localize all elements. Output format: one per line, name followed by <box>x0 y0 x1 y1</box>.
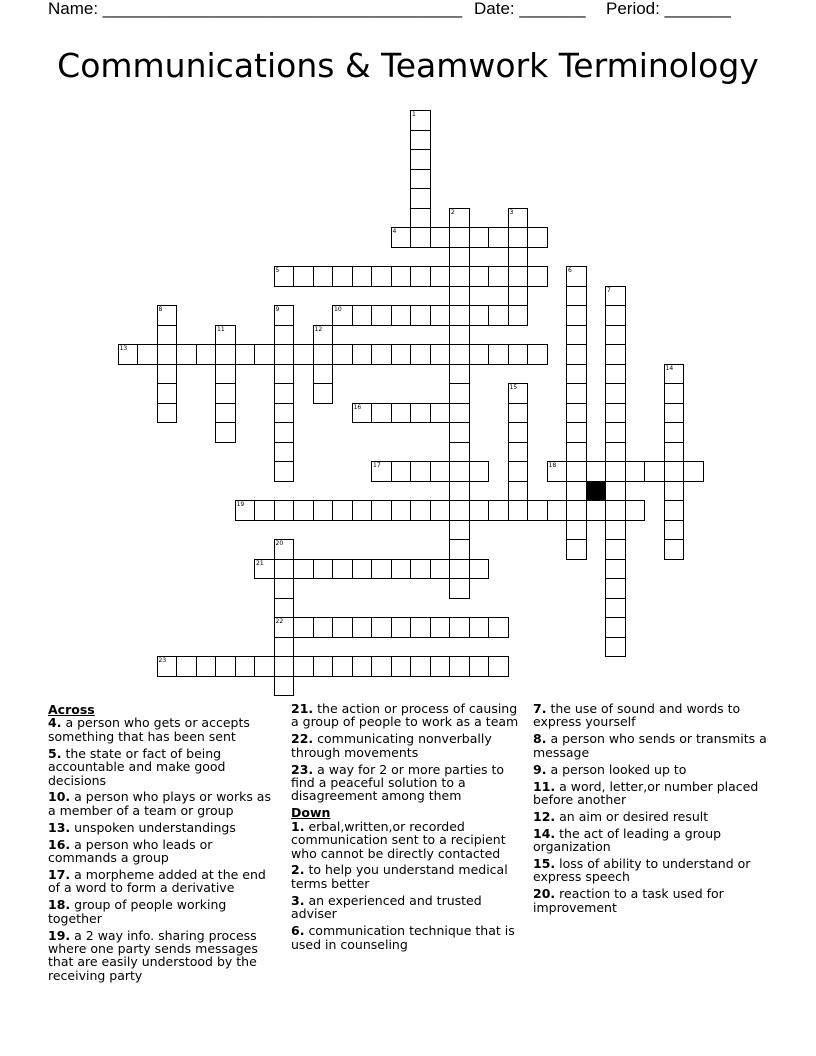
grid-cell[interactable] <box>605 520 626 541</box>
grid-cell[interactable] <box>176 344 197 365</box>
grid-cell[interactable] <box>332 617 353 638</box>
grid-cell[interactable] <box>566 286 587 307</box>
grid-cell[interactable] <box>293 266 314 287</box>
grid-cell[interactable] <box>371 403 392 424</box>
grid-cell[interactable] <box>332 344 353 365</box>
grid-cell[interactable] <box>605 500 626 521</box>
clue-across-13: 13. unspoken understandings <box>48 819 236 835</box>
grid-cell[interactable] <box>371 305 392 326</box>
grid-cell[interactable] <box>313 617 334 638</box>
grid-cell[interactable] <box>215 656 236 677</box>
grid-cell[interactable] <box>215 383 236 404</box>
grid-cell[interactable] <box>605 422 626 443</box>
grid-cell[interactable] <box>449 227 470 248</box>
grid-cell[interactable] <box>332 266 353 287</box>
grid-cell[interactable] <box>410 344 431 365</box>
grid-cell[interactable] <box>118 344 139 365</box>
grid-cell[interactable] <box>449 500 470 521</box>
grid-cell[interactable] <box>566 305 587 326</box>
grid-cell[interactable] <box>508 481 529 502</box>
grid-cell[interactable] <box>196 344 217 365</box>
grid-cell[interactable] <box>605 617 626 638</box>
grid-cell[interactable] <box>449 481 470 502</box>
grid-cell[interactable] <box>488 227 509 248</box>
grid-cell[interactable] <box>352 500 373 521</box>
grid-cell[interactable] <box>430 227 451 248</box>
grid-cell[interactable] <box>313 364 334 385</box>
grid-cell[interactable] <box>508 227 529 248</box>
clue-column-3 <box>533 702 773 918</box>
grid-cell[interactable] <box>352 559 373 580</box>
grid-cell[interactable] <box>274 637 295 658</box>
grid-cell[interactable] <box>449 286 470 307</box>
grid-cell[interactable] <box>313 266 334 287</box>
grid-cell[interactable] <box>293 344 314 365</box>
grid-cell[interactable] <box>449 520 470 541</box>
clue-number-label: 9 <box>275 306 280 313</box>
grid-cell[interactable] <box>157 403 178 424</box>
clue-down-6: 6. communication technique that is used in counseling <box>291 923 515 952</box>
grid-cell[interactable] <box>352 305 373 326</box>
grid-cell[interactable] <box>625 500 646 521</box>
grid-cell[interactable] <box>508 461 529 482</box>
grid-cell[interactable] <box>430 461 451 482</box>
grid-cell[interactable] <box>644 461 665 482</box>
grid-cell[interactable] <box>313 344 334 365</box>
grid-cell[interactable] <box>625 461 646 482</box>
grid-cell[interactable] <box>410 169 431 190</box>
grid-cell[interactable] <box>371 344 392 365</box>
grid-cell[interactable] <box>508 422 529 443</box>
grid-cell[interactable] <box>430 305 451 326</box>
grid-cell[interactable] <box>410 188 431 209</box>
grid-cell[interactable] <box>430 403 451 424</box>
grid-cell[interactable] <box>605 403 626 424</box>
grid-cell[interactable] <box>605 286 626 307</box>
grid-cell[interactable] <box>449 266 470 287</box>
grid-cell[interactable] <box>410 305 431 326</box>
grid-cell[interactable] <box>157 344 178 365</box>
grid-cell[interactable] <box>274 364 295 385</box>
grid-cell[interactable] <box>605 344 626 365</box>
grid-cell[interactable] <box>371 500 392 521</box>
period-field[interactable]: Period: _______ <box>606 0 731 18</box>
clue-number-label: 10 <box>334 306 342 313</box>
blocked-cell <box>586 481 607 502</box>
name-field[interactable]: Name: ______________________________________ <box>48 0 463 18</box>
grid-cell[interactable] <box>410 403 431 424</box>
grid-cell[interactable] <box>488 500 509 521</box>
grid-cell[interactable] <box>469 344 490 365</box>
clue-across-21: 21. the action or process of causing a group of people to work as a team <box>291 701 519 730</box>
clue-across-19: 19. a 2 way info. sharing process where one party sends messages that are easily understood by the receiving party <box>48 927 258 983</box>
grid-cell[interactable] <box>469 559 490 580</box>
grid-cell[interactable] <box>449 656 470 677</box>
grid-cell[interactable] <box>157 325 178 346</box>
grid-cell[interactable] <box>254 559 275 580</box>
grid-cell[interactable] <box>605 325 626 346</box>
grid-cell[interactable] <box>449 539 470 560</box>
grid-cell[interactable] <box>664 442 685 463</box>
grid-cell[interactable] <box>469 266 490 287</box>
grid-cell[interactable] <box>274 403 295 424</box>
clue-number-label: 6 <box>568 267 572 274</box>
clue-column-2 <box>291 702 523 954</box>
down-heading: Down <box>291 805 331 821</box>
grid-cell[interactable] <box>508 305 529 326</box>
grid-cell[interactable] <box>274 305 295 326</box>
clue-number-label: 2 <box>451 208 455 216</box>
grid-cell[interactable] <box>508 500 529 521</box>
grid-cell[interactable] <box>605 559 626 580</box>
clue-down-3: 3. an experienced and trusted adviser <box>291 892 482 922</box>
clue-number-label: 21 <box>256 559 264 567</box>
grid-cell[interactable] <box>293 656 314 677</box>
clue-down-20: 20. reaction to a task used for improvement <box>533 886 724 915</box>
grid-cell[interactable] <box>430 500 451 521</box>
clue-number-label: 7 <box>607 286 611 294</box>
grid-cell[interactable] <box>371 461 392 482</box>
grid-cell[interactable] <box>664 481 685 502</box>
clue-down-7: 7. the use of sound and words to express yourself <box>533 701 741 730</box>
grid-cell[interactable] <box>508 442 529 463</box>
grid-cell[interactable] <box>215 325 236 346</box>
clue-number-label: 8 <box>158 306 163 313</box>
grid-cell[interactable] <box>566 500 587 521</box>
grid-cell[interactable] <box>293 500 314 521</box>
grid-cell[interactable] <box>254 656 275 677</box>
grid-cell[interactable] <box>391 656 412 677</box>
grid-cell[interactable] <box>254 344 275 365</box>
grid-cell[interactable] <box>293 559 314 580</box>
grid-cell[interactable] <box>313 656 334 677</box>
grid-cell[interactable] <box>274 559 295 580</box>
clue-down-9: 9. a person looked up to <box>533 761 687 777</box>
grid-cell[interactable] <box>566 403 587 424</box>
clue-number-label: 22 <box>275 618 284 625</box>
grid-cell[interactable] <box>430 266 451 287</box>
grid-cell[interactable] <box>605 637 626 658</box>
clue-number-label: 20 <box>275 540 284 547</box>
grid-cell[interactable] <box>449 383 470 404</box>
clue-number-label: 13 <box>119 345 128 352</box>
grid-cell[interactable] <box>664 364 685 385</box>
clue-number-label: 3 <box>509 208 514 216</box>
grid-cell[interactable] <box>449 461 470 482</box>
grid-cell[interactable] <box>215 422 236 443</box>
grid-cell[interactable] <box>215 403 236 424</box>
clue-across-5: 5. the state or fact of being accountable and make good decisions <box>48 745 226 788</box>
clue-down-12: 12. an aim or desired result <box>533 808 709 824</box>
grid-cell[interactable] <box>430 344 451 365</box>
grid-cell[interactable] <box>196 656 217 677</box>
grid-cell[interactable] <box>605 442 626 463</box>
grid-cell[interactable] <box>410 656 431 677</box>
grid-cell[interactable] <box>449 559 470 580</box>
grid-cell[interactable] <box>566 325 587 346</box>
grid-cell[interactable] <box>566 266 587 287</box>
clue-column-1 <box>48 702 280 986</box>
grid-cell[interactable] <box>235 656 256 677</box>
grid-cell[interactable] <box>566 442 587 463</box>
grid-cell[interactable] <box>371 617 392 638</box>
grid-cell[interactable] <box>605 364 626 385</box>
clue-number-label: 11 <box>217 325 225 333</box>
grid-cell[interactable] <box>274 500 295 521</box>
grid-cell[interactable] <box>566 461 587 482</box>
grid-cell[interactable] <box>488 266 509 287</box>
grid-cell[interactable] <box>664 422 685 443</box>
grid-cell[interactable] <box>352 266 373 287</box>
clue-down-14: 14. the act of leading a group organization <box>533 825 722 855</box>
grid-cell[interactable] <box>391 617 412 638</box>
clue-number-label: 14 <box>665 364 674 372</box>
grid-cell[interactable] <box>235 500 256 521</box>
grid-cell[interactable] <box>391 344 412 365</box>
grid-cell[interactable] <box>566 422 587 443</box>
grid-cell[interactable] <box>391 559 412 580</box>
grid-cell[interactable] <box>157 656 178 677</box>
grid-cell[interactable] <box>664 403 685 424</box>
grid-cell[interactable] <box>664 539 685 560</box>
grid-cell[interactable] <box>586 461 607 482</box>
grid-cell[interactable] <box>605 539 626 560</box>
clue-across-16: 16. a person who leads or commands a group <box>48 836 213 866</box>
grid-cell[interactable] <box>664 500 685 521</box>
clue-number-label: 4 <box>392 228 397 235</box>
grid-cell[interactable] <box>274 383 295 404</box>
grid-cell[interactable] <box>391 500 412 521</box>
grid-cell[interactable] <box>137 344 158 365</box>
grid-cell[interactable] <box>215 364 236 385</box>
grid-cell[interactable] <box>274 344 295 365</box>
grid-cell[interactable] <box>488 305 509 326</box>
date-field[interactable]: Date: _______ <box>474 0 586 18</box>
grid-cell[interactable] <box>683 461 704 482</box>
grid-cell[interactable] <box>215 344 236 365</box>
grid-cell[interactable] <box>449 617 470 638</box>
grid-cell[interactable] <box>508 344 529 365</box>
grid-cell[interactable] <box>449 305 470 326</box>
clue-number-label: 19 <box>236 501 245 508</box>
grid-cell[interactable] <box>274 325 295 346</box>
clue-down-2: 2. to help you understand medical terms better <box>291 862 508 891</box>
grid-cell[interactable] <box>527 266 548 287</box>
grid-cell[interactable] <box>371 656 392 677</box>
grid-cell[interactable] <box>586 500 607 521</box>
grid-cell[interactable] <box>410 461 431 482</box>
grid-cell[interactable] <box>352 656 373 677</box>
grid-cell[interactable] <box>391 461 412 482</box>
clue-number-label: 23 <box>158 657 167 664</box>
grid-cell[interactable] <box>274 539 295 560</box>
grid-cell[interactable] <box>488 656 509 677</box>
grid-cell[interactable] <box>235 344 256 365</box>
across-heading: Across <box>48 702 95 717</box>
grid-cell[interactable] <box>449 344 470 365</box>
grid-cell[interactable] <box>410 559 431 580</box>
grid-cell[interactable] <box>410 266 431 287</box>
grid-cell[interactable] <box>527 344 548 365</box>
clue-across-10: 10. a person who plays or works as a member of a team or group <box>48 789 271 818</box>
grid-cell[interactable] <box>449 442 470 463</box>
grid-cell[interactable] <box>430 656 451 677</box>
clue-down-15: 15. loss of ability to understand or express speech <box>533 856 751 885</box>
clue-number-label: 18 <box>548 462 557 469</box>
grid-cell[interactable] <box>547 461 568 482</box>
grid-cell[interactable] <box>469 656 490 677</box>
grid-cell[interactable] <box>605 305 626 326</box>
clue-down-1: 1. erbal,written,or recorded communication sent to a recipient who cannot be directly contacted <box>291 818 506 861</box>
grid-cell[interactable] <box>352 344 373 365</box>
grid-cell[interactable] <box>449 422 470 443</box>
clue-across-4: 4. a person who gets or accepts something that has been sent <box>48 715 250 744</box>
grid-cell[interactable] <box>664 461 685 482</box>
grid-cell[interactable] <box>449 325 470 346</box>
grid-cell[interactable] <box>469 305 490 326</box>
grid-cell[interactable] <box>157 305 178 326</box>
grid-cell[interactable] <box>566 520 587 541</box>
grid-cell[interactable] <box>430 617 451 638</box>
grid-cell[interactable] <box>469 500 490 521</box>
grid-cell[interactable] <box>605 383 626 404</box>
grid-cell[interactable] <box>508 286 529 307</box>
grid-cell[interactable] <box>449 364 470 385</box>
grid-cell[interactable] <box>605 481 626 502</box>
grid-cell[interactable] <box>488 344 509 365</box>
grid-cell[interactable] <box>605 461 626 482</box>
grid-cell[interactable] <box>566 481 587 502</box>
grid-cell[interactable] <box>488 617 509 638</box>
grid-cell[interactable] <box>410 617 431 638</box>
grid-cell[interactable] <box>313 500 334 521</box>
grid-cell[interactable] <box>410 208 431 229</box>
grid-cell[interactable] <box>313 325 334 346</box>
grid-cell[interactable] <box>391 266 412 287</box>
grid-cell[interactable] <box>527 500 548 521</box>
grid-cell[interactable] <box>332 500 353 521</box>
grid-cell[interactable] <box>410 130 431 151</box>
grid-cell[interactable] <box>254 500 275 521</box>
grid-cell[interactable] <box>410 110 431 131</box>
grid-cell[interactable] <box>508 383 529 404</box>
grid-cell[interactable] <box>157 364 178 385</box>
grid-cell[interactable] <box>508 266 529 287</box>
grid-cell[interactable] <box>274 676 295 697</box>
grid-cell[interactable] <box>352 617 373 638</box>
grid-cell[interactable] <box>508 208 529 229</box>
clue-across-18: 18. group of people working together <box>48 897 227 926</box>
grid-cell[interactable] <box>469 617 490 638</box>
grid-cell[interactable] <box>449 403 470 424</box>
grid-cell[interactable] <box>352 403 373 424</box>
clue-down-11: 11. a word, letter,or number placed before another <box>533 778 759 807</box>
grid-cell[interactable] <box>176 656 197 677</box>
grid-cell[interactable] <box>274 442 295 463</box>
grid-cell[interactable] <box>410 149 431 170</box>
grid-cell[interactable] <box>664 520 685 541</box>
grid-cell[interactable] <box>332 656 353 677</box>
clue-across-23: 23. a way for 2 or more parties to find a peaceful solution to a disagreement among them <box>291 761 505 804</box>
grid-cell[interactable] <box>332 305 353 326</box>
grid-cell[interactable] <box>664 383 685 404</box>
grid-cell[interactable] <box>293 617 314 638</box>
grid-cell[interactable] <box>313 383 334 404</box>
grid-cell[interactable] <box>332 559 353 580</box>
grid-cell[interactable] <box>508 403 529 424</box>
grid-cell[interactable] <box>274 578 295 599</box>
grid-cell[interactable] <box>391 403 412 424</box>
grid-cell[interactable] <box>430 559 451 580</box>
grid-cell[interactable] <box>274 422 295 443</box>
grid-cell[interactable] <box>391 305 412 326</box>
clue-across-17: 17. a morpheme added at the end of a word to form a derivative <box>48 866 266 896</box>
grid-cell[interactable] <box>410 500 431 521</box>
clue-number-label: 1 <box>412 111 416 118</box>
clue-across-22: 22. communicating nonverbally through movements <box>291 731 492 760</box>
clue-number-label: 12 <box>314 325 323 333</box>
grid-cell[interactable] <box>274 266 295 287</box>
grid-cell[interactable] <box>371 559 392 580</box>
grid-cell[interactable] <box>547 500 568 521</box>
grid-cell[interactable] <box>274 598 295 619</box>
grid-cell[interactable] <box>274 617 295 638</box>
grid-cell[interactable] <box>274 461 295 482</box>
grid-cell[interactable] <box>566 364 587 385</box>
grid-cell[interactable] <box>391 227 412 248</box>
clue-number-label: 16 <box>353 403 362 411</box>
grid-cell[interactable] <box>508 247 529 268</box>
grid-cell[interactable] <box>605 598 626 619</box>
grid-cell[interactable] <box>566 539 587 560</box>
grid-cell[interactable] <box>566 383 587 404</box>
grid-cell[interactable] <box>527 227 548 248</box>
grid-cell[interactable] <box>449 208 470 229</box>
grid-cell[interactable] <box>566 344 587 365</box>
grid-cell[interactable] <box>449 578 470 599</box>
clue-number-label: 5 <box>275 267 280 274</box>
grid-cell[interactable] <box>313 559 334 580</box>
grid-cell[interactable] <box>274 656 295 677</box>
clue-down-8: 8. a person who sends or transmits a message <box>533 731 767 760</box>
grid-cell[interactable] <box>449 247 470 268</box>
grid-cell[interactable] <box>469 461 490 482</box>
grid-cell[interactable] <box>157 383 178 404</box>
grid-cell[interactable] <box>371 266 392 287</box>
puzzle-title: Communications & Teamwork Terminology <box>57 46 759 85</box>
clue-number-label: 15 <box>509 384 518 391</box>
clue-number-label: 17 <box>373 462 381 469</box>
grid-cell[interactable] <box>469 227 490 248</box>
grid-cell[interactable] <box>410 227 431 248</box>
grid-cell[interactable] <box>605 578 626 599</box>
